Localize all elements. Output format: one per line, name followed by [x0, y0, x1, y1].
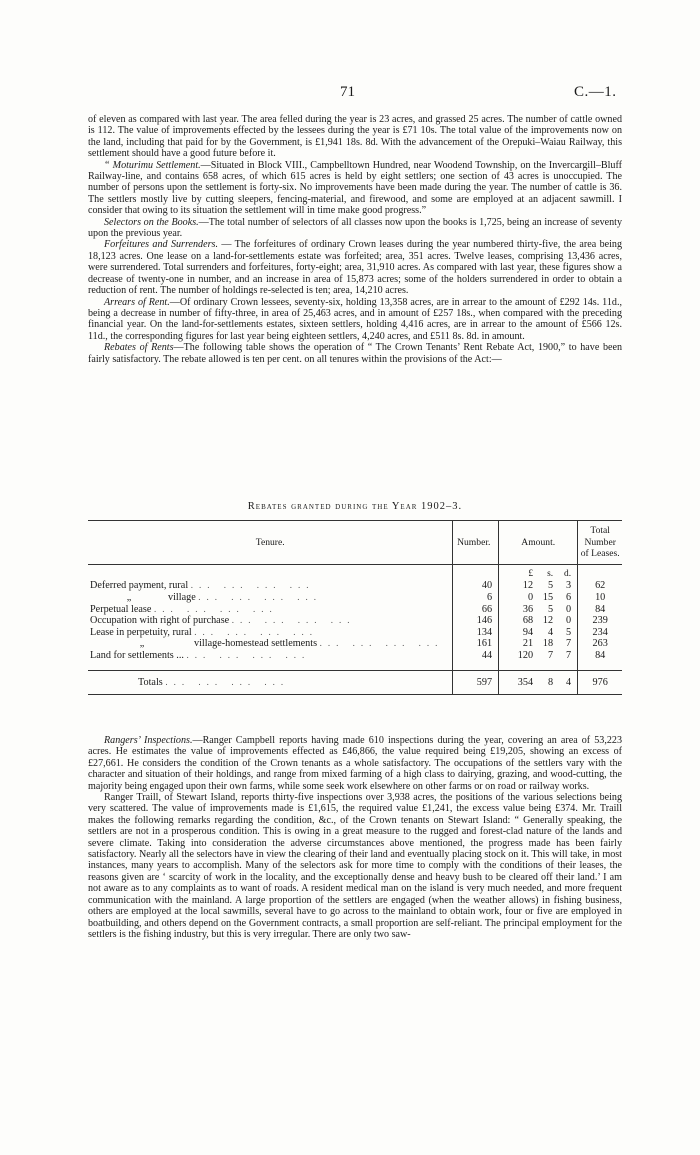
row-number: 66 [453, 604, 499, 616]
unit-pounds: £ [528, 568, 534, 579]
row-shillings: 5 [547, 580, 554, 592]
row-tenure: Occupation with right of purchase [90, 615, 230, 627]
paragraph-heading: Selectors on the Books. [104, 216, 199, 228]
row-pence: 0 [565, 615, 572, 627]
leader-dots: ... ... ... ... [153, 603, 278, 614]
row-total: 263 [578, 638, 622, 650]
paragraph-body: —Ranger Campbell reports having made 610 inspections during the year, covering an area of 53,223 acres. He estimates the value of improvements effected as £46,866, the value required being £19,205, showing an excess of £27,661. He considers the condition of the Crown tenants as a whole satisfactory. The occupations of the settlers vary with the character and situation of their holdings, and range from mixed farming of a high class to dairying, grazing, and wood-cutting, the majority being engaged upon their own farms, while some seek work elsewhere on other farms or on road or railway works. [88, 735, 622, 792]
unit-pence: d. [564, 568, 572, 579]
row-pounds: 21 [522, 638, 534, 650]
row-number: 40 [453, 580, 499, 592]
row-tenure: village-homestead settlements [194, 638, 318, 650]
totals-pounds: 354 [517, 676, 534, 688]
table-row [88, 580, 622, 592]
row-total: 239 [578, 615, 622, 627]
row-number: 44 [453, 650, 499, 662]
paragraph-body: —The following table shows the operation of “ The Crown Tenants’ Rent Rebate Act, 1900,” to have been fairly satisfactory. The rebate allowed is ten per cent. on all tenures within the provisions of the Act:— [88, 342, 623, 365]
leader-dots: ... ... ... ... [190, 580, 315, 591]
header-tenure: Tenure. [88, 521, 453, 565]
row-pence: 0 [565, 603, 572, 615]
table-row [88, 638, 622, 650]
row-total: 10 [578, 592, 622, 604]
paragraph-body: — The forfeitures of ordinary Crown leases during the year numbered thirty-five, the area being 18,123 acres. One lease on a land-for-settlements estate was forfeited; area, 351 acres. Twelve leases, comprising 13,436 acres, were surrendered. Total surrenders and forfeitures, forty-eight; area, 31,910 acres. As compared with last year, these figures show a decrease of twenty-one in number, and an increase in area of 15,873 acres; some of the holders surrendered in order to obtain a reduction of rent. The number of holdings re-selected is ten; area, 14,210 acres. [88, 239, 622, 297]
row-tenure: Land for settlements ... [90, 649, 184, 661]
paragraph [88, 239, 622, 296]
row-shillings: 7 [547, 649, 554, 661]
row-pounds: 68 [522, 615, 534, 627]
row-pounds: 120 [517, 649, 534, 661]
row-shillings: 4 [547, 626, 554, 638]
rebates-table [88, 520, 622, 695]
row-pence: 7 [565, 638, 572, 650]
paragraph [88, 297, 622, 343]
row-number: 161 [453, 638, 499, 650]
page-header [0, 84, 700, 104]
table-header-row [88, 521, 622, 565]
totals-leases: 976 [578, 670, 622, 695]
row-tenure: Deferred payment, rural [90, 580, 189, 592]
totals-row [88, 670, 622, 695]
body-section-upper [88, 114, 622, 365]
unit-shillings: s. [547, 568, 554, 579]
ditto-mark: „ [139, 638, 145, 650]
paragraph [88, 160, 622, 217]
row-total: 234 [578, 627, 622, 639]
table-row [88, 604, 622, 616]
row-number: 134 [453, 627, 499, 639]
paragraph-body: —Of ordinary Crown lessees, seventy-six, holding 13,358 acres, are in arrear to the amount of £292 14s. 11d., being a decrease in number of fifty-three, in area of 25,463 acres, and in amount of £257 18s., when compared with the preceding financial year. On the land-for-settlements estates, sixteen settlers, holding 4,416 acres, are in arrear to the amount of £566 12s. 11d., the corresponding figures for last year being eighteen settlers, 4,240 acres, and £511 8s. 8d. in amount. [88, 296, 622, 342]
row-tenure: village [168, 591, 196, 603]
paragraph: of eleven as compared with last year. The area felled during the year is 23 acres, and grassed 25 acres. The number of cattle owned is 112. The value of improvements effected by the lessees during the year is £71 10s. The total value of the improvements now on the land, including that paid for by the Government, is £1,941 18s. 8d. With the advancement of the Orepuki–Waiau Railway, this settlement should have a good future before it. [88, 114, 622, 160]
paragraph [88, 217, 622, 240]
table-row [88, 615, 622, 627]
leader-dots: ... ... ... ... [231, 615, 356, 626]
totals-shillings: 8 [547, 676, 554, 688]
paragraph-heading: Rebates of Rents [104, 342, 174, 354]
row-tenure: Lease in perpetuity, rural [90, 626, 192, 638]
row-number: 6 [453, 592, 499, 604]
row-pounds: 94 [522, 626, 534, 638]
paragraph [88, 342, 622, 365]
paragraph-heading: Forfeitures and Surrenders. [104, 239, 218, 251]
row-pence: 6 [565, 591, 572, 603]
header-amount: Amount. [499, 521, 578, 565]
row-shillings: 18 [542, 638, 554, 650]
leader-dots: ... ... ... ... [194, 626, 319, 637]
row-pence: 7 [565, 649, 572, 661]
units-row [88, 564, 622, 580]
row-pence: 5 [565, 626, 572, 638]
header-number: Number. [453, 521, 499, 565]
row-pounds: 0 [527, 591, 534, 603]
row-total: 84 [578, 650, 622, 662]
ditto-mark: „ [126, 591, 132, 603]
leader-dots: ... ... ... ... [186, 649, 311, 660]
page-number: 71 [340, 84, 355, 100]
paragraph: Ranger Traill, of Stewart Island, reports thirty-five inspections over 3,938 acres, the positions of the various selections being very scattered. The value of improvements made is £1,615, the required value £1,241, the excess value being £374. Mr. Traill makes the following remarks regarding the condition, &c., of the Crown tenants on Stewart Island: “ Generally speaking, the settlers are not in a prosperous condition. This is owing in a great measure to the rugged and forest-clad nature of the lands and severe climate. Taking into consideration the adverse circumstances above mentioned, the progress made has been fairly satisfactory. Nearly all the selectors have in view the clearing of their land and eventually placing stock on it. This will take, in most instances, many years to accomplish. Many of the selectors ask for more time to comply with the conditions of their leases, the reasons given are ‘ scarcity of work in the locality, and the exceptionally dense and heavy bush to be cleared off their land.’ I am not aware as to any complaints as to want of roads. A resident medical man on the island is very much needed, and more frequent communication with the mainland. A large proportion of the settlers are engaged (when the weather allows) in fishing business, others are employed at the local sawmills, several have to go across to the mainland to obtain work, four or five are employed in boatbuilding, and others depend on the Government contracts, a small proportion are self-reliant. The principal employment for the settlers is the fishing industry, but this is very irregular. There are only two saw- [88, 792, 622, 940]
table-row [88, 650, 622, 662]
row-shillings: 5 [547, 603, 554, 615]
totals-label: Totals [138, 676, 163, 688]
row-shillings: 15 [542, 591, 554, 603]
paragraph [88, 735, 622, 792]
table-title: Rebates granted during the Year 1902–3. [247, 501, 463, 512]
header-total-leases: Total Number of Leases. [578, 521, 622, 565]
table-row [88, 592, 622, 604]
document-code: C.—1. [574, 84, 617, 100]
row-total: 62 [578, 580, 622, 592]
leader-dots: ... ... ... ... [198, 591, 323, 602]
row-total: 84 [578, 604, 622, 616]
paragraph-heading: Rangers’ Inspections. [104, 735, 193, 746]
leader-dots: ... ... ... ... [319, 638, 444, 649]
body-section-lower [88, 735, 622, 940]
leader-dots: ... ... ... ... [165, 676, 290, 687]
paragraph-body: —The total number of selectors of all classes now upon the books is 1,725, being an increase of seventy upon the previous year. [88, 216, 623, 240]
row-tenure: Perpetual lease [90, 603, 152, 615]
paragraph-heading: “ Moturimu Settlement. [104, 159, 201, 171]
row-shillings: 12 [542, 615, 554, 627]
paragraph-body: —Situated in Block VIII., Campbelltown Hundred, near Woodend Township, on the Invercargill–Bluff Railway-line, and contains 658 acres, of which 615 acres is held by eight settlers; one section of 43 acres is unoccupied. The number of persons upon the settlement is forty-six. No improvements have been made during the year. The number of cattle is 36. The settlers mostly live by cutting sleepers, fencing-material, and firewood, and some are employed at an adjacent sawmill. I consider that owing to its situation the settlement will in time make good progress.” [88, 159, 622, 217]
row-pounds: 12 [522, 580, 534, 592]
row-number: 146 [453, 615, 499, 627]
totals-pence: 4 [565, 676, 572, 688]
row-pounds: 36 [522, 603, 534, 615]
table-row [88, 627, 622, 639]
totals-number: 597 [453, 670, 499, 695]
row-pence: 3 [565, 580, 572, 592]
paragraph-heading: Arrears of Rent. [104, 296, 170, 308]
